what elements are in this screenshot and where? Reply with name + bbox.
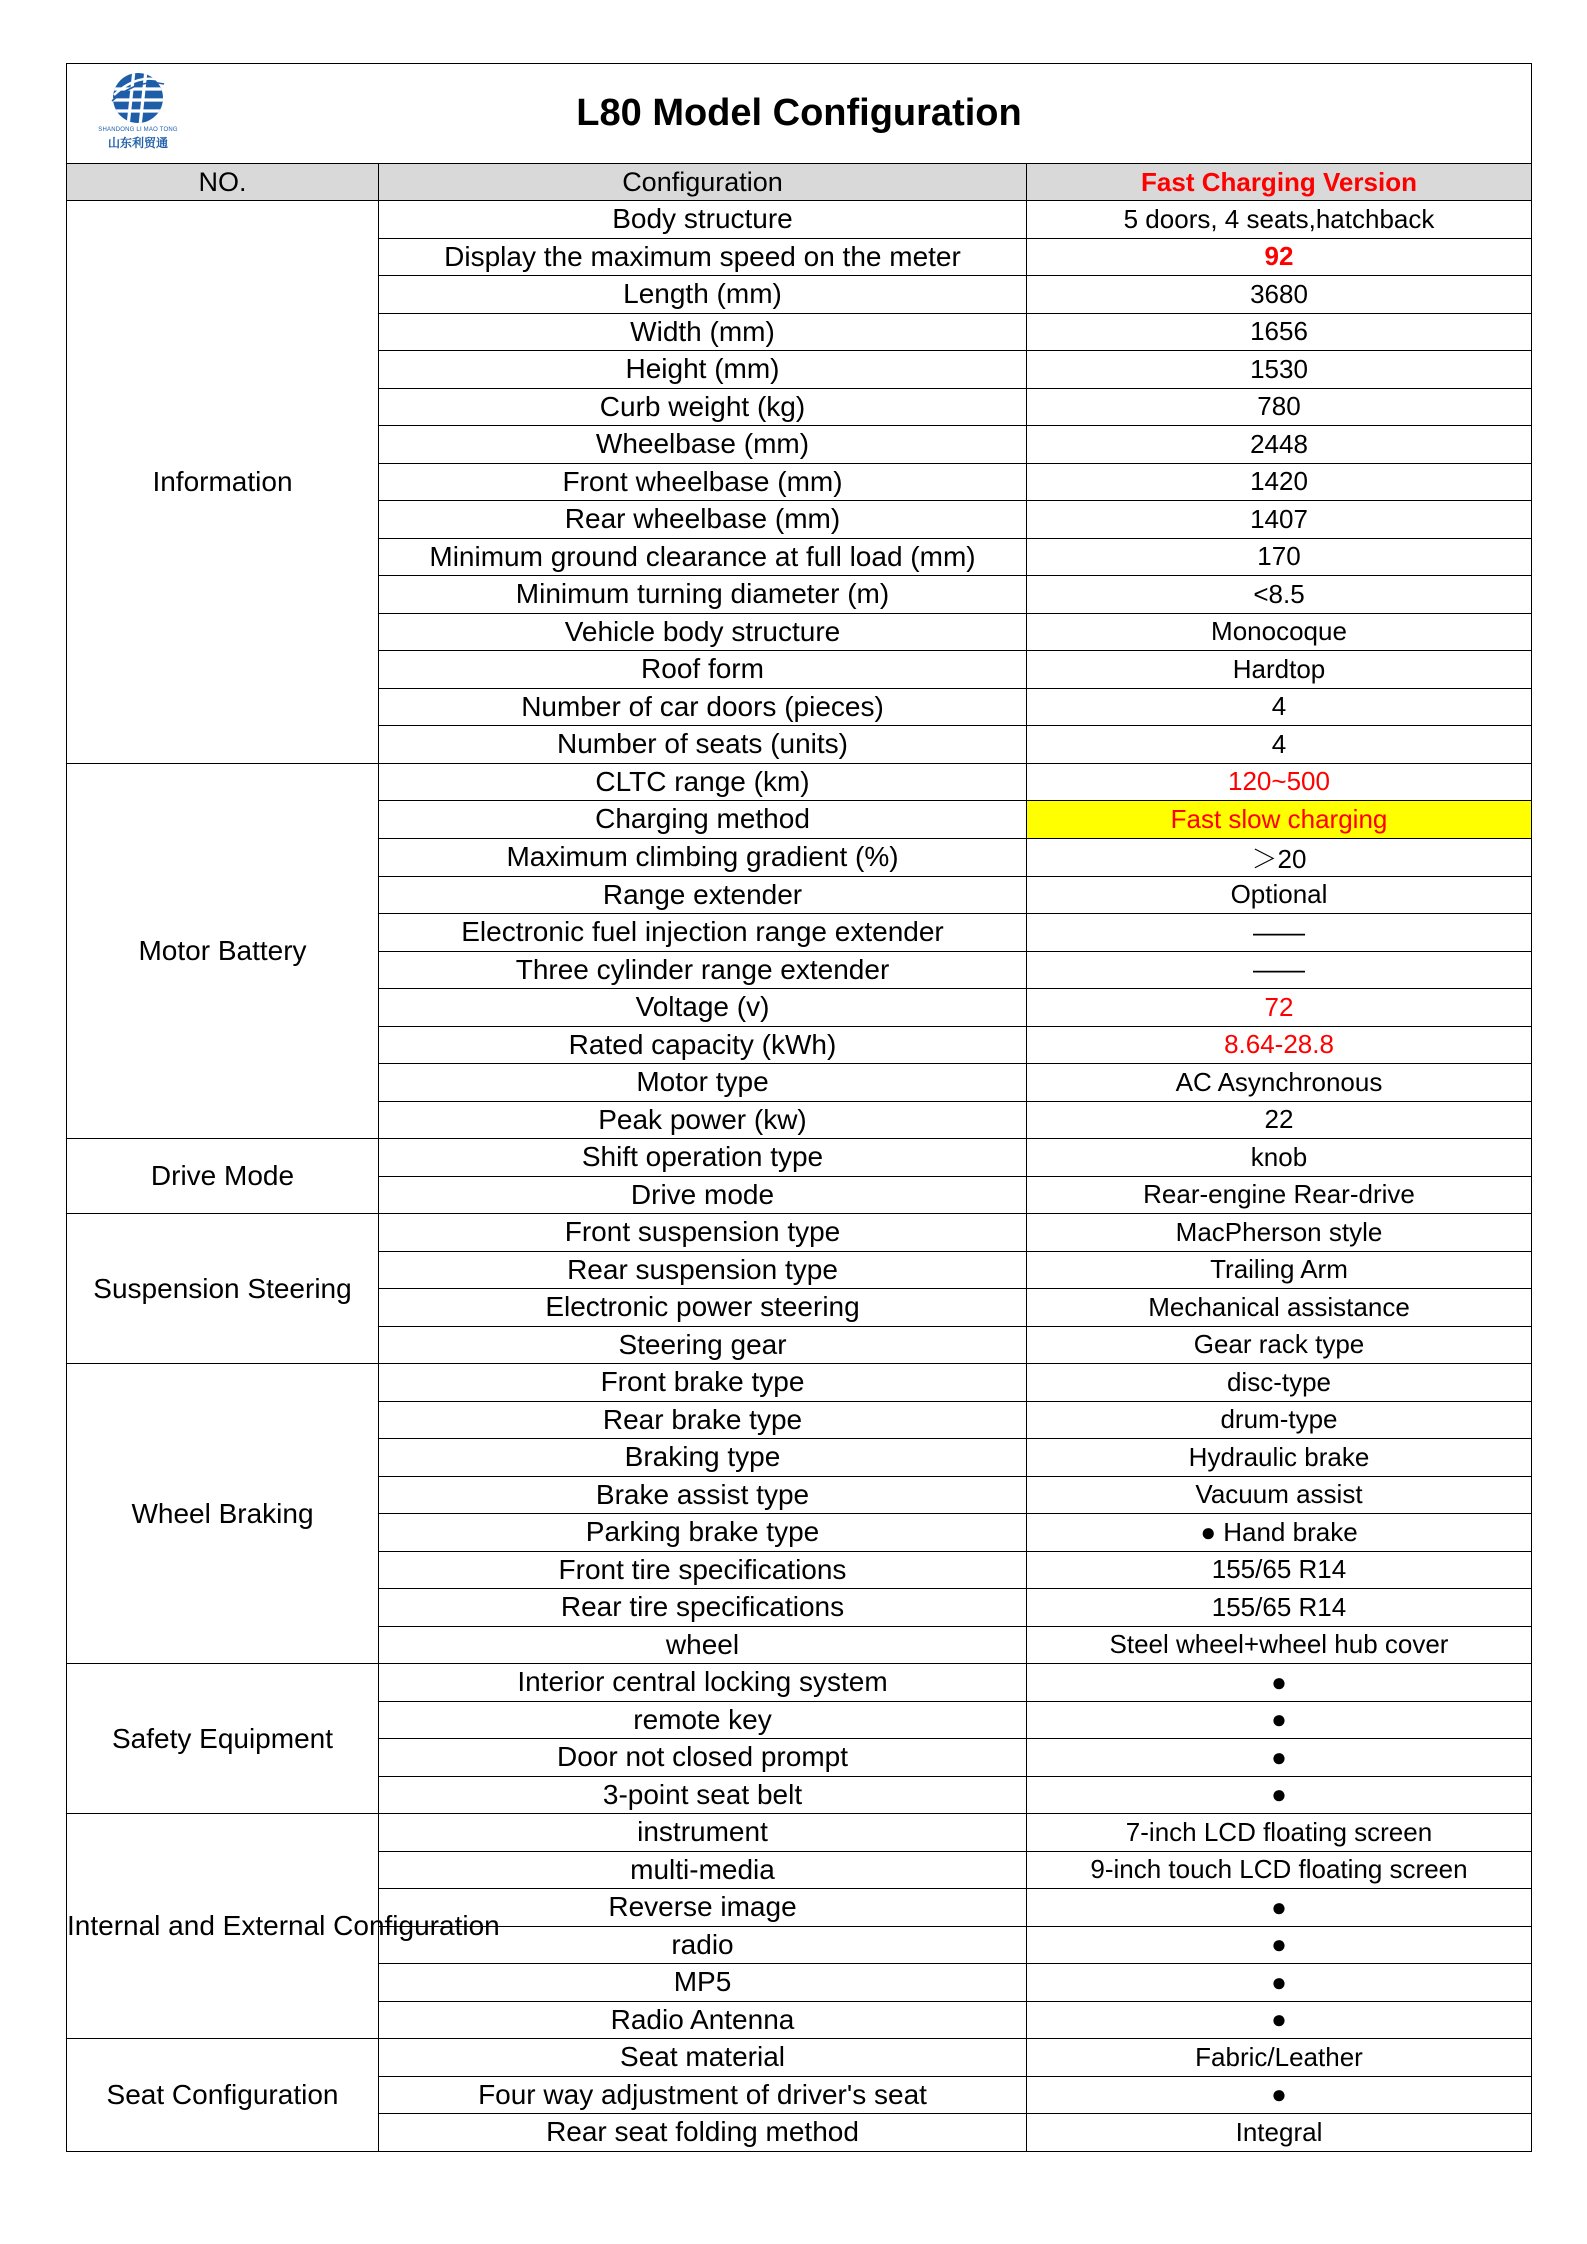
- table-row: [67, 1664, 1532, 1702]
- config-label: Radio Antenna: [379, 2001, 1027, 2039]
- config-label: Minimum turning diameter (m): [379, 576, 1027, 614]
- config-value: AC Asynchronous: [1027, 1064, 1532, 1102]
- config-value: <8.5: [1027, 576, 1532, 614]
- config-label: Minimum ground clearance at full load (mm): [379, 538, 1027, 576]
- config-value: ● Hand brake: [1027, 1514, 1532, 1552]
- config-value: ●: [1027, 1964, 1532, 2002]
- config-value: Integral: [1027, 2114, 1532, 2152]
- header-no: NO.: [67, 164, 379, 201]
- config-label: Interior central locking system: [379, 1664, 1027, 1702]
- config-label: Range extender: [379, 876, 1027, 914]
- config-label: Body structure: [379, 201, 1027, 239]
- config-label: Braking type: [379, 1439, 1027, 1477]
- config-label: Vehicle body structure: [379, 613, 1027, 651]
- company-logo: [73, 70, 203, 156]
- config-value: Optional: [1027, 876, 1532, 914]
- config-value: 92: [1027, 238, 1532, 276]
- config-label: Maximum climbing gradient (%): [379, 838, 1027, 876]
- config-label: Length (mm): [379, 276, 1027, 314]
- config-label: Wheelbase (mm): [379, 426, 1027, 464]
- config-value: ●: [1027, 2076, 1532, 2114]
- config-value: MacPherson style: [1027, 1214, 1532, 1252]
- config-value: 22: [1027, 1101, 1532, 1139]
- config-value: 8.64-28.8: [1027, 1026, 1532, 1064]
- config-value: 9-inch touch LCD floating screen: [1027, 1851, 1532, 1889]
- title-row: [67, 64, 1532, 164]
- config-value: 4: [1027, 726, 1532, 764]
- config-value: 5 doors, 4 seats,hatchback: [1027, 201, 1532, 239]
- config-label: instrument: [379, 1814, 1027, 1852]
- config-label: Three cylinder range extender: [379, 951, 1027, 989]
- table-row: [67, 1814, 1532, 1852]
- config-label: Voltage (v): [379, 989, 1027, 1027]
- config-value: 780: [1027, 388, 1532, 426]
- configuration-table: [66, 63, 1532, 2152]
- config-label: Reverse image: [379, 1889, 1027, 1927]
- group-label: Safety Equipment: [67, 1664, 379, 1814]
- config-value: Hardtop: [1027, 651, 1532, 689]
- group-label: Motor Battery: [67, 763, 379, 1139]
- config-label: Number of seats (units): [379, 726, 1027, 764]
- config-label: Seat material: [379, 2039, 1027, 2077]
- config-value: 1656: [1027, 313, 1532, 351]
- table-row: [67, 201, 1532, 239]
- config-label: Brake assist type: [379, 1476, 1027, 1514]
- config-value: 1530: [1027, 351, 1532, 389]
- title-cell: [67, 64, 1532, 164]
- config-label: Rear seat folding method: [379, 2114, 1027, 2152]
- group-label: Seat Configuration: [67, 2039, 379, 2152]
- group-label: Drive Mode: [67, 1139, 379, 1214]
- config-label: Rear brake type: [379, 1401, 1027, 1439]
- table-row: [67, 1364, 1532, 1402]
- globe-icon: [110, 70, 166, 126]
- config-value: 4: [1027, 688, 1532, 726]
- page-title: L80 Model Configuration: [576, 92, 1022, 134]
- config-value: Monocoque: [1027, 613, 1532, 651]
- config-value: ●: [1027, 1776, 1532, 1814]
- config-label: Front brake type: [379, 1364, 1027, 1402]
- config-label: wheel: [379, 1626, 1027, 1664]
- config-label: Electronic fuel injection range extender: [379, 914, 1027, 952]
- group-label: Wheel Braking: [67, 1364, 379, 1664]
- config-label: Door not closed prompt: [379, 1739, 1027, 1777]
- config-label: Steering gear: [379, 1326, 1027, 1364]
- config-label: Front tire specifications: [379, 1551, 1027, 1589]
- config-label: Rear tire specifications: [379, 1589, 1027, 1627]
- config-value: Fabric/Leather: [1027, 2039, 1532, 2077]
- config-value: knob: [1027, 1139, 1532, 1177]
- config-value: ——: [1027, 951, 1532, 989]
- config-value: 170: [1027, 538, 1532, 576]
- config-label: Rear wheelbase (mm): [379, 501, 1027, 539]
- header-version: Fast Charging Version: [1027, 164, 1532, 201]
- config-value: disc-type: [1027, 1364, 1532, 1402]
- config-label: 3-point seat belt: [379, 1776, 1027, 1814]
- config-label: radio: [379, 1926, 1027, 1964]
- group-label: Information: [67, 201, 379, 764]
- config-label: Peak power (kw): [379, 1101, 1027, 1139]
- logo-company-en: SHANDONG LI MAO TONG: [98, 127, 178, 133]
- config-label: Motor type: [379, 1064, 1027, 1102]
- config-label: Front wheelbase (mm): [379, 463, 1027, 501]
- config-label: Width (mm): [379, 313, 1027, 351]
- config-value: ●: [1027, 1926, 1532, 1964]
- group-label: Suspension Steering: [67, 1214, 379, 1364]
- config-value: Vacuum assist: [1027, 1476, 1532, 1514]
- config-label: Drive mode: [379, 1176, 1027, 1214]
- config-label: Roof form: [379, 651, 1027, 689]
- config-value: ＞20: [1027, 838, 1532, 876]
- config-label: Display the maximum speed on the meter: [379, 238, 1027, 276]
- config-label: Four way adjustment of driver's seat: [379, 2076, 1027, 2114]
- config-value: 155/65 R14: [1027, 1551, 1532, 1589]
- table-row: [67, 1214, 1532, 1252]
- table-row: [67, 1139, 1532, 1177]
- config-value: 3680: [1027, 276, 1532, 314]
- config-value: 7-inch LCD floating screen: [1027, 1814, 1532, 1852]
- header-configuration: Configuration: [379, 164, 1027, 201]
- config-label: Front suspension type: [379, 1214, 1027, 1252]
- config-value: Trailing Arm: [1027, 1251, 1532, 1289]
- config-label: Rear suspension type: [379, 1251, 1027, 1289]
- config-value: Rear-engine Rear-drive: [1027, 1176, 1532, 1214]
- logo-company-cn: 山东利贸通: [107, 136, 168, 150]
- config-value: drum-type: [1027, 1401, 1532, 1439]
- config-value: ●: [1027, 1739, 1532, 1777]
- config-value: Mechanical assistance: [1027, 1289, 1532, 1327]
- config-value: Fast slow charging: [1027, 801, 1532, 839]
- config-label: remote key: [379, 1701, 1027, 1739]
- config-label: multi-media: [379, 1851, 1027, 1889]
- header-row: [67, 164, 1532, 201]
- config-value: 120~500: [1027, 763, 1532, 801]
- config-value: ●: [1027, 2001, 1532, 2039]
- group-label: Internal and External Configuration: [67, 1814, 379, 2039]
- config-value: 2448: [1027, 426, 1532, 464]
- config-label: Height (mm): [379, 351, 1027, 389]
- config-value: 72: [1027, 989, 1532, 1027]
- table-row: [67, 2039, 1532, 2077]
- config-label: Shift operation type: [379, 1139, 1027, 1177]
- config-value: Gear rack type: [1027, 1326, 1532, 1364]
- config-value: ——: [1027, 914, 1532, 952]
- table-row: [67, 763, 1532, 801]
- config-label: CLTC range (km): [379, 763, 1027, 801]
- config-label: Electronic power steering: [379, 1289, 1027, 1327]
- config-label: Rated capacity (kWh): [379, 1026, 1027, 1064]
- config-value: 1407: [1027, 501, 1532, 539]
- config-label: Charging method: [379, 801, 1027, 839]
- config-value: ●: [1027, 1664, 1532, 1702]
- config-value: ●: [1027, 1889, 1532, 1927]
- config-label: Parking brake type: [379, 1514, 1027, 1552]
- config-label: Number of car doors (pieces): [379, 688, 1027, 726]
- config-value: Hydraulic brake: [1027, 1439, 1532, 1477]
- config-value: 155/65 R14: [1027, 1589, 1532, 1627]
- config-value: Steel wheel+wheel hub cover: [1027, 1626, 1532, 1664]
- config-label: Curb weight (kg): [379, 388, 1027, 426]
- config-label: MP5: [379, 1964, 1027, 2002]
- config-value: ●: [1027, 1701, 1532, 1739]
- config-value: 1420: [1027, 463, 1532, 501]
